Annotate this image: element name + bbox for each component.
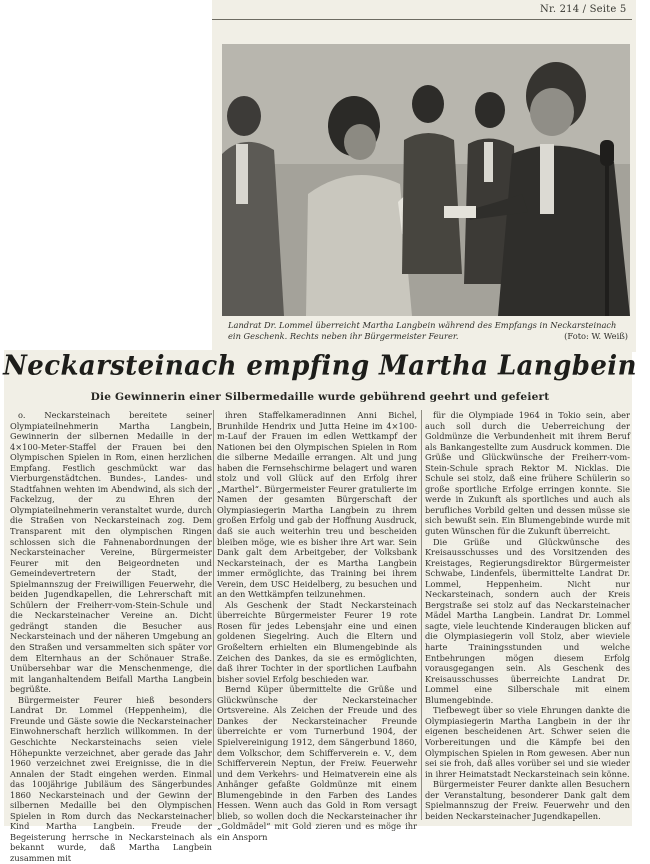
article-headline: Neckarsteinach empfing Martha Langbein [3, 350, 637, 382]
paragraph: Bürgermeister Feurer dankte allen Besuchern der Veranstaltung, besonderer Dank galt dem Spielmannszug der Freiw. Feuerwehr und den beiden Neckarsteinacher Jugendkapellen. [425, 779, 630, 821]
article-subheadline: Die Gewinnerin einer Silbermedaille wurde gebührend geehrt und gefeiert [90, 391, 550, 403]
article-column-2 [217, 410, 417, 842]
article-column-3 [425, 410, 630, 825]
paragraph: Tiefbewegt über so viele Ehrungen dankte die Olympiasiegerin Martha Langbein in der ihr eigenen bescheidenen Art. Schwer seien die Vorbereitungen und die Kämpfe bei den Olympischen Spielen in Rom gewesen. Aber nun sei sie froh, daß alles vorüber sei und sie wieder in ihrer Heimatstadt Neckarsteinach sein könne. [425, 705, 630, 779]
paragraph: ihren Staffelkameradinnen Anni Bichel, Brunhilde Hendrix und Jutta Heine im 4×100-m-Lauf der Frauen im edlen Wettkampf der Nationen bei den Olympischen Spielen in Rom die silberne Medaille errangen. Alt und jung haben die Fernsehschirme belagert und waren stolz und voll Glück auf den Erfolg ihrer „Marthel“. Bürgermeister Feurer gratulierte im Namen der gesamten Bürgerschaft der Olympiasiegerin Martha Langbein zu ihrem großen Erfolg und gab der Hoffnung Ausdruck, daß sie auch weiterhin treu und bescheiden bleiben möge, wie es bisher ihre Art war. Sein Dank galt dem Arbeitgeber, der Volksbank Neckarsteinach, der es Martha Langbein immer ermöglichte, das Training bei ihrem Verein, dem USC Heidelberg, zu besuchen und an den Wettkämpfen teilzunehmen. [217, 410, 417, 600]
photo-caption [228, 320, 628, 342]
paragraph: Bernd Küper übermittelte die Grüße und Glückwünsche der Neckarsteinacher Ortsvereine. Als Zeichen der Freude und des Dankes der Neckarsteinacher Freunde überreichte er vom Turnerbund 1904, der Spielvereinigung 1912, dem Sängerbund 1860, dem Volkschor, dem Schifferverein e. V., dem Schifferverein Neptun, der Freiw. Feuerwehr und dem Verkehrs- und Heimatverein eine als Anhänger gefaßte Goldmünze mit einem Blumengebinde in den Farben des Landes Hessen. Wenn auch das Gold in Rom versagt blieb, so wollen doch die Neckarsteinacher ihr „Goldmädel“ mit Gold zieren und es möge ihr ein Ansporn [217, 684, 417, 842]
paragraph: Als Geschenk der Stadt Neckarsteinach überreichte Bürgermeister Feurer 19 rote Rosen für jedes Lebensjahr eine und einen goldenen Siegelring. Auch die Eltern und Großeltern erhielten ein Blumengebinde als Zeichen des Dankes, da sie es ermöglichten, daß ihrer Tochter in der sportlichen Laufbahn bisher soviel Erfolg beschieden war. [217, 599, 417, 684]
column-rule [213, 410, 214, 820]
news-photo [222, 44, 630, 316]
photo-credit: (Foto: W. Weiß) [564, 331, 628, 341]
page-header: Nr. 214 / Seite 5 [540, 4, 627, 15]
article-column-1 [10, 410, 212, 863]
paragraph: Die Grüße und Glückwünsche des Kreisausschusses und des Vorsitzenden des Kreistages, Regierungsdirektor Bürgermeister Schwabe, Lindenfels, übermittelte Landrat Dr. Lommel, Heppenheim. Nicht nur Neckarsteinach, sondern auch der Kreis Bergstraße sei stolz auf das Neckarsteinacher Mädel Martha Langbein. Landrat Dr. Lommel sagte, viele leuchtende Kinderaugen blicken auf die Olympiasiegerin voll Stolz, aber wieviele harte Trainingsstunden und welche Entbehrungen mögen diesem Erfolg vorausgegangen sein. Als Geschenk des Kreisausschusses überreichte Landrat Dr. Lommel eine Silberschale mit einem Blumengebinde. [425, 536, 630, 705]
paragraph: o. Neckarsteinach bereitete seiner Olympiateilnehmerin Martha Langbein, Gewinnerin der silbernen Medaille in der 4×100-Meter-Staffel der Frauen bei den Olympischen Spielen in Rom, einen herzlichen Empfang. Festlich geschmückt war das Vierburgenstädtchen. Bundes-, Landes- und Stadtfahnen wehten im Abendwind, als sich der Fackelzug, der zu Ehren der Olympiateilnehmerin veranstaltet wurde, durch die Straßen von Neckarsteinach zog. Dem Transparent mit den olympischen Ringen schlossen sich die Fahnenabordnungen der Neckarsteinacher Vereine, Bürgermeister Feurer mit den Beigeordneten und Gemeindevertretern der Stadt, der Spielmannszug der Freiwilligen Feuerwehr, die beiden Jugendkapellen, die Lehrerschaft mit Schülern der Freiherr-vom-Stein-Schule und die Neckarsteinacher Vereine an. Dicht gedrängt standen die Besucher aus Neckarsteinach und der näheren Umgebung an den Straßen und versammelten sich später vor dem Elternhaus an der Schönauer Straße. Unübersehbar war die Menschenmenge, die mit langanhaltendem Beifall Martha Langbein begrüßte. [10, 410, 212, 695]
column-rule [421, 410, 422, 820]
paragraph: Bürgermeister Feurer hieß besonders Landrat Dr. Lommel (Heppenheim), die Freunde und Gäste sowie die Neckarsteinacher Einwohnerschaft herzlich willkommen. In der Geschichte Neckarsteinachs seien viele Höhepunkte verzeichnet, aber gerade das Jahr 1960 verzeichnet zwei Ereignisse, die in die Annalen der Stadt eingehen werden. Einmal das 100jährige Jubiläum des Sängerbundes 1860 Neckarsteinach und der Gewinn der silbernen Medaille bei den Olympischen Spielen in Rom durch das Neckarsteinacher Kind Martha Langbein. Freude der Begeisterung herrsche in Neckarsteinach als bekannt wurde, daß Martha Langbein zusammen mit [10, 694, 212, 863]
paragraph: für die Olympiade 1964 in Tokio sein, aber auch soll durch die Ueberreichung der Goldmünze die Verbundenheit mit ihrem Beruf als Bankangestellte zum Ausdruck kommen. Die Grüße und Glückwünsche der Freiherr-vom-Stein-Schule sprach Rektor M. Nicklas. Die Schule sei stolz, daß eine frühere Schülerin so große sportliche Erfolge erringen konnte. Sie werde in Zukunft als sportliches und auch als berufliches Vorbild gelten und dessen müsse sie sich bewußt sein. Ein Blumengebinde wurde mit guten Wünschen für die Zukunft überreicht. [425, 410, 630, 537]
news-photo-graphic [222, 44, 630, 316]
photo-caption-text: Landrat Dr. Lommel überreicht Martha Langbein während des Empfangs in Neckarsteinach ein Geschenk. Rechts neben ihr Bürgermeister Feurer. [228, 320, 617, 341]
header-rule [212, 19, 632, 20]
